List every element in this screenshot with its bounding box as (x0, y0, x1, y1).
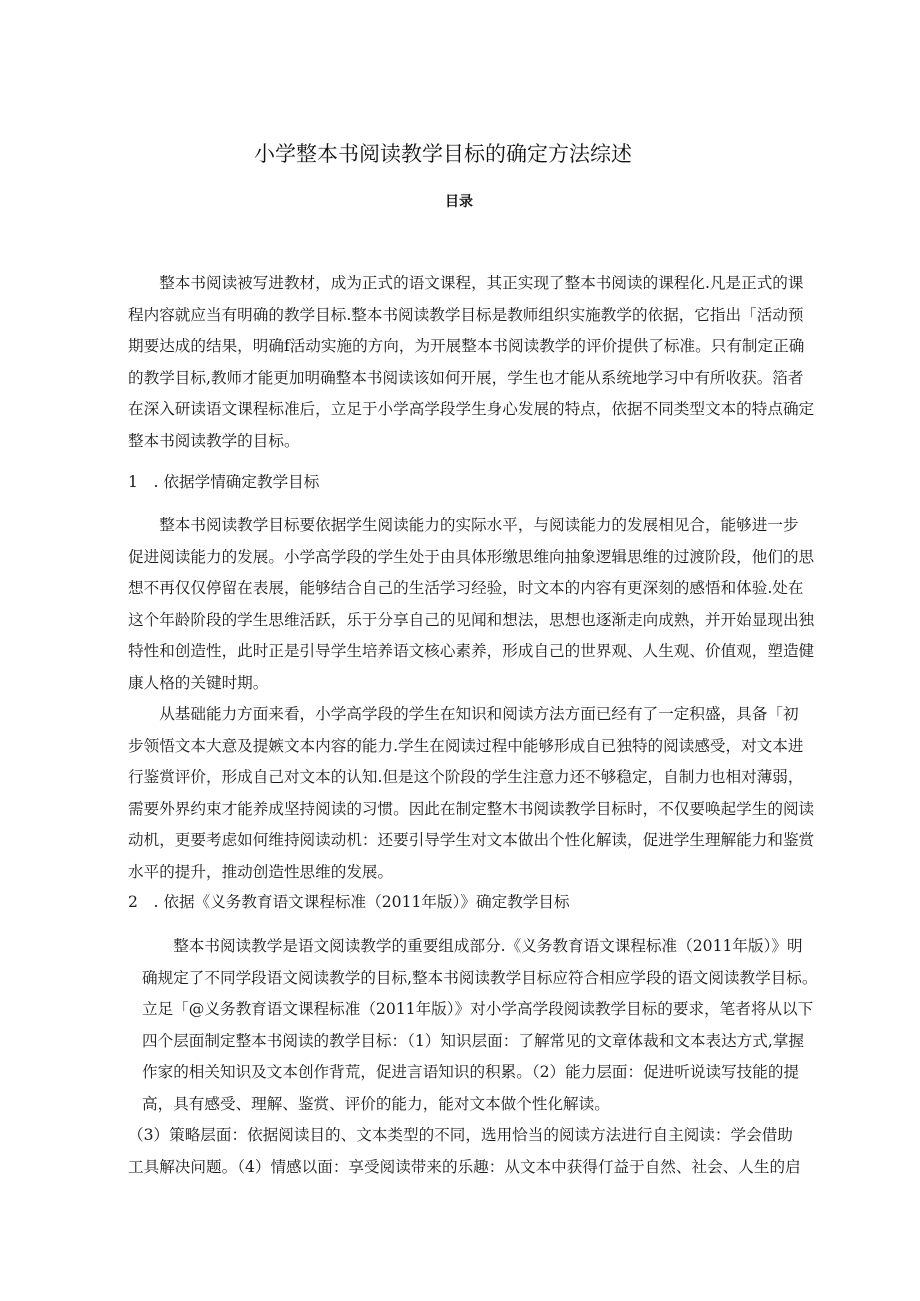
intro-paragraph (128, 268, 880, 458)
section-1-heading: 1 . 依据学情确定教学目标 (128, 473, 320, 491)
paragraph-line: 动机，更要考虑如何维持阅读动机：还要引导学生对文本做出个性化解读，促进学生理解能力和鉴赏 (128, 831, 815, 850)
paragraph-line: 想不再仅仅停留在表展，能够结合自己的生活学习经验，时文本的内容有更深刻的感悟和体验.处在 (128, 579, 804, 598)
intro-line: 整本书阅读被写进教材，成为正式的语文课程，其正实现了整本书阅读的课程化.凡是正式的课 (128, 274, 804, 292)
paragraph-line: 水平的提升，推动创造性思维的发展。 (128, 862, 394, 881)
paragraph-line: 作家的相关知识及文本创作背荒，促进言语知识的积累。（2）能力层面：促进听说读写技能的提 (142, 1063, 800, 1082)
intro-line: 整本书阅读教学的目标。 (128, 431, 300, 450)
paragraph-line: 从基础能力方面来看，小学高学段的学生在知识和阅读方法方面已经有了一定积盛，具备「初 (128, 705, 799, 723)
paragraph-line: 四个层面制定整本书阅读的教学目标：（1）知识层面：了解常见的文章体裁和文本表达方式,掌握 (142, 1031, 805, 1050)
paragraph-line: 行鉴赏评价，形成自己对文本的认知.但是这个阶段的学生注意力还不够稳定，自制力也相对薄弱， (128, 768, 804, 787)
intro-line: 程内容就应当有明确的教学目标.整本书阅读教学目标是教师组织实施教学的依据，它指出「活动预 (128, 305, 804, 324)
paragraph-line: 特性和创造性，此时正是引导学生培养语文核心素养，形成自己的世界观、人生观、价值观，塑造健 (128, 642, 815, 661)
section-2-heading: 2 . 依据《义务教育语文课程标准（2011年版）》确定教学目标 (128, 893, 570, 911)
paragraph-line: （3）策略层面：依据阅读目的、文本类型的不同，选用恰当的阅读方法进行自主阅读：学会借助 (128, 1126, 793, 1144)
section-2-paragraph-2 (128, 1120, 880, 1183)
intro-line: 在深入研读语文课程标准后，立足于小学高学段学生身心发展的特点，依据不同类型文本的特点确定 (128, 400, 815, 419)
section-1-paragraph-1 (128, 510, 880, 700)
paragraph-line: 确规定了不同学段语文阅读教学的目标,整本书阅读教学目标应符合相应学段的语文阅读教学目标。 (142, 968, 818, 987)
paragraph-line: 整本书阅读教学是语文阅读教学的重要组成部分.《义务教育语文课程标准（2011年版）》明 (142, 937, 803, 955)
intro-line: 期要达成的结果，明确f活动实施的方向，为开展整本书阅读教学的评价提供了标准。只有制定正确 (128, 337, 805, 356)
paragraph-line: 需要外界约束才能养成坚持阅读的习惯。因此在制定整木书阅读教学目标时，不仅要唤起学生的阅读 (128, 799, 815, 818)
paragraph-line: 步领悟文本大意及提嫉文本内容的能力.学生在阅读过程中能够形成自已独特的阅读感受，对文本进 (128, 736, 804, 755)
section-1-paragraph-2 (128, 699, 880, 889)
toc-label: 目录 (445, 194, 473, 210)
paragraph-line: 促进阅读能力的发展。小学高学段的学生处于由具体形缴思维向抽象逻辑思维的过渡阶段，他们的思 (128, 547, 815, 566)
section-2-paragraph-1 (142, 931, 880, 1121)
paragraph-line: 康人格的关键时期。 (128, 673, 269, 692)
paragraph-line: 立足「@义务教育语文课程标准（2011年版）》对小学高学段阅读教学目标的要求，笔者将从以下 (142, 1000, 814, 1019)
document-title: 小学整本书阅读教学目标的确定方法综述 (254, 142, 632, 166)
paragraph-line: 高，具有感受、理解、鉴赏、评价的能力，能对文本做个性化解读。 (142, 1094, 610, 1113)
paragraph-line: 这个年龄阶段的学生思维活跃，乐于分享自己的见闻和想法，思想也逐渐走向成熟，并开始显现出独 (128, 610, 815, 629)
paragraph-line: 工具解决问题。（4）情感以面：享受阅读带来的乐趣：从文本中获得仃益于自然、社会、人生的启 (128, 1157, 801, 1176)
intro-line: 的教学目标,教师才能更加明确整本书阅读该如何开展，学生也才能从系统地学习中有所收获。箔者 (128, 368, 804, 387)
paragraph-line: 整本书阅读教学目标要依据学生阅读能力的实际水平，与阅读能力的发展相见合，能够进一步 (128, 516, 799, 534)
